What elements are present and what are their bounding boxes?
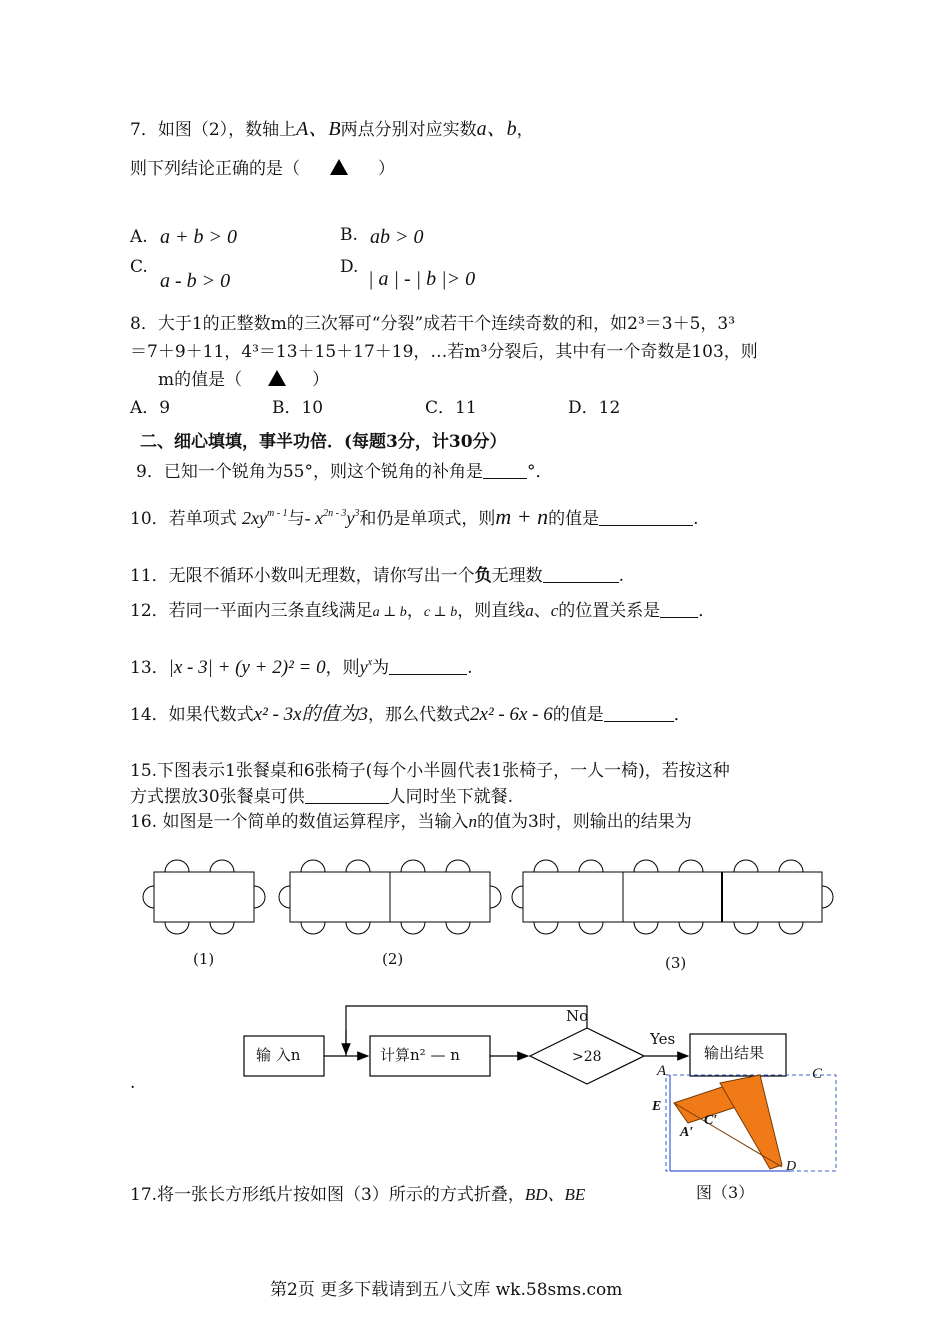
q9-end: °． — [526, 462, 553, 482]
q8-line1: 8．大于1的正整数m的三次幂可“分裂”成若干个连续奇数的和，如2³＝3＋5，3³ — [130, 314, 736, 334]
answer-blank — [389, 658, 467, 675]
flow-yes-label: Yes — [650, 1030, 676, 1048]
q7-option-a-label: A. — [130, 227, 148, 247]
q11-text-a: 11．无限不循环小数叫无理数，请你写出一个 — [130, 566, 475, 586]
table-1 — [143, 860, 265, 934]
page-footer: 第2页 更多下载请到五八文库 wk.58sms.com — [270, 1280, 623, 1300]
flow-output-label: 输出结果 — [704, 1044, 765, 1062]
q12-m4: c — [550, 601, 559, 620]
q14 — [130, 704, 691, 726]
q12-text-a: 12．若同一平面内三条直线满足 — [130, 601, 373, 621]
q12-m1: a ⊥ b — [372, 605, 407, 620]
fold-label-a-prime: A′ — [680, 1125, 694, 1140]
flow-condition-label: >28 — [572, 1049, 602, 1065]
q12-text-b: ，则直线 — [457, 601, 526, 621]
q16 — [130, 811, 692, 833]
q10-m2-exp: 2n - 3 — [323, 508, 347, 519]
q8-option-a: A．9 — [130, 398, 171, 418]
q13-text-a: 13． — [130, 658, 169, 678]
q10-m1-base: 2xy — [242, 508, 268, 528]
flow-compute-label: 计算n² — n — [380, 1046, 460, 1064]
table-label-2: (2) — [382, 950, 404, 968]
answer-triangle-icon — [268, 370, 286, 386]
q9 — [136, 461, 552, 483]
answer-blank — [660, 601, 698, 618]
q10-monomial-1 — [242, 508, 288, 528]
q7-option-a: a + b > 0 — [160, 226, 237, 248]
q11-bold: 负 — [474, 566, 492, 586]
q11 — [130, 565, 624, 587]
answer-blank — [604, 705, 674, 722]
q15-text-b: 人同时坐下就餐. — [388, 787, 514, 807]
q17-text: 17.将一张长方形纸片按如图（3）所示的方式折叠， — [130, 1185, 525, 1205]
q13-text-c: 为 — [372, 658, 390, 678]
q7-text-c: ， — [516, 120, 534, 140]
fold-label-a: A — [657, 1063, 667, 1079]
section-heading: 二、细心填填，事半功倍．(每题3分，计30分） — [140, 432, 507, 452]
q7-option-b-label: B. — [340, 225, 358, 245]
tables-figure — [130, 850, 850, 980]
fold-label-c-prime: C′ — [704, 1113, 718, 1128]
q10-m2-yexp: 3 — [354, 508, 360, 519]
table-label-1: (1) — [193, 950, 215, 968]
q13-power — [360, 657, 372, 677]
q7-prompt: 则下列结论正确的是（ — [130, 159, 300, 179]
q14-end: ． — [673, 705, 691, 725]
q12-end: ． — [698, 601, 716, 621]
q13-text-b: ，则 — [325, 658, 360, 678]
q16-text-b: 的值为3时，则输出的结果为 — [476, 812, 692, 832]
flow-no-label: No — [566, 1007, 589, 1025]
q8-prompt-end: ） — [312, 370, 330, 390]
q10-m2-base: - x — [304, 508, 324, 528]
q7-option-d: | a | - | b |> 0 — [368, 268, 476, 290]
q10-m2-y: y — [346, 508, 355, 528]
q7-text-b: 两点分别对应实数 — [340, 120, 477, 140]
q8-option-b: B．10 — [272, 398, 324, 418]
q10-text-d: 的值是 — [548, 509, 600, 529]
table-3 — [512, 860, 833, 934]
q10-m1-exp: m - 1 — [267, 508, 288, 519]
q14-expr2: 2x² - 6x - 6 — [470, 704, 553, 725]
q11-text-b: 无理数 — [491, 566, 543, 586]
q9-text: 9．已知一个锐角为55°，则这个锐角的补角是 — [136, 462, 483, 482]
flow-input-label: 输 入n — [256, 1046, 301, 1064]
q7-line2 — [130, 158, 395, 180]
q14-expr1: x² - 3x的值为3 — [253, 704, 369, 725]
q16-text-a: 16. 如图是一个简单的数值运算程序，当输入 — [130, 812, 469, 832]
q7-line1 — [130, 118, 534, 141]
q8-option-d: D．12 — [568, 398, 621, 418]
q7-prompt-end: ） — [378, 159, 395, 179]
q10-text-a: 10．若单项式 — [130, 509, 237, 529]
q7-option-c: a - b > 0 — [160, 270, 231, 292]
q11-end: . — [618, 566, 625, 586]
q10-text-b: 与 — [287, 509, 305, 529]
q12-text-c: 、 — [533, 601, 551, 621]
q13-expr: |x - 3| + (y + 2)² = 0 — [168, 657, 326, 678]
q13-exp: x — [367, 657, 373, 668]
q12-m2: c ⊥ b — [423, 605, 458, 620]
fold-label-d: D — [786, 1159, 797, 1174]
fold-label-e: E — [652, 1099, 662, 1114]
q13-end: . — [467, 658, 473, 678]
q14-text-c: 的值是 — [552, 705, 604, 725]
q7-option-d-label: D. — [340, 257, 359, 277]
q7-points: A、B — [296, 118, 341, 140]
q10-end: . — [693, 509, 699, 529]
q16-var: n — [468, 812, 477, 831]
q14-text-a: 14．如果代数式 — [130, 705, 254, 725]
q7-vars: a、b — [476, 118, 517, 140]
q10-sum: m + n — [495, 504, 549, 529]
q10-monomial-2 — [305, 508, 360, 528]
stray-dot: . — [130, 1073, 136, 1093]
answer-triangle-icon — [330, 159, 348, 175]
q10 — [130, 503, 699, 530]
q15-line1: 15.下图表示1张餐桌和6张椅子(每个小半圆代表1张椅子，一人一椅)，若按这种 — [130, 761, 730, 781]
q10-text-c: 和仍是单项式，则 — [359, 509, 496, 529]
q7-text-a: 7．如图（2），数轴上 — [130, 120, 297, 140]
q7-option-c-label: C. — [130, 257, 148, 277]
answer-blank — [599, 509, 693, 526]
q7-option-b: ab > 0 — [370, 226, 424, 248]
q8-line2: ＝7＋9＋11，4³＝13＋15＋17＋19，…若m³分裂后，其中有一个奇数是103，则 — [130, 342, 758, 362]
q12-m3: a — [525, 601, 534, 620]
table-label-3: (3) — [665, 954, 687, 972]
q13-base: y — [359, 657, 368, 677]
q13 — [130, 652, 472, 679]
q17 — [130, 1184, 585, 1206]
table-2 — [279, 860, 501, 934]
answer-blank — [543, 566, 619, 583]
q14-text-b: ，那么代数式 — [368, 705, 471, 725]
fold-caption: 图（3） — [696, 1183, 755, 1202]
fold-label-c: C — [812, 1066, 823, 1082]
q15-line2 — [130, 786, 513, 808]
q12 — [130, 600, 715, 624]
q17-vars: BD、BE — [524, 1185, 586, 1204]
q8-option-c: C．11 — [425, 398, 477, 418]
answer-blank — [483, 462, 527, 479]
q15-text-a: 方式摆放30张餐桌可供 — [130, 787, 305, 807]
q12-text-d: 的位置关系是 — [558, 601, 661, 621]
q8-prompt: m的值是（ — [158, 370, 243, 390]
answer-blank — [305, 787, 389, 804]
q12-sep: ， — [406, 601, 424, 621]
q8-line3 — [158, 369, 329, 391]
